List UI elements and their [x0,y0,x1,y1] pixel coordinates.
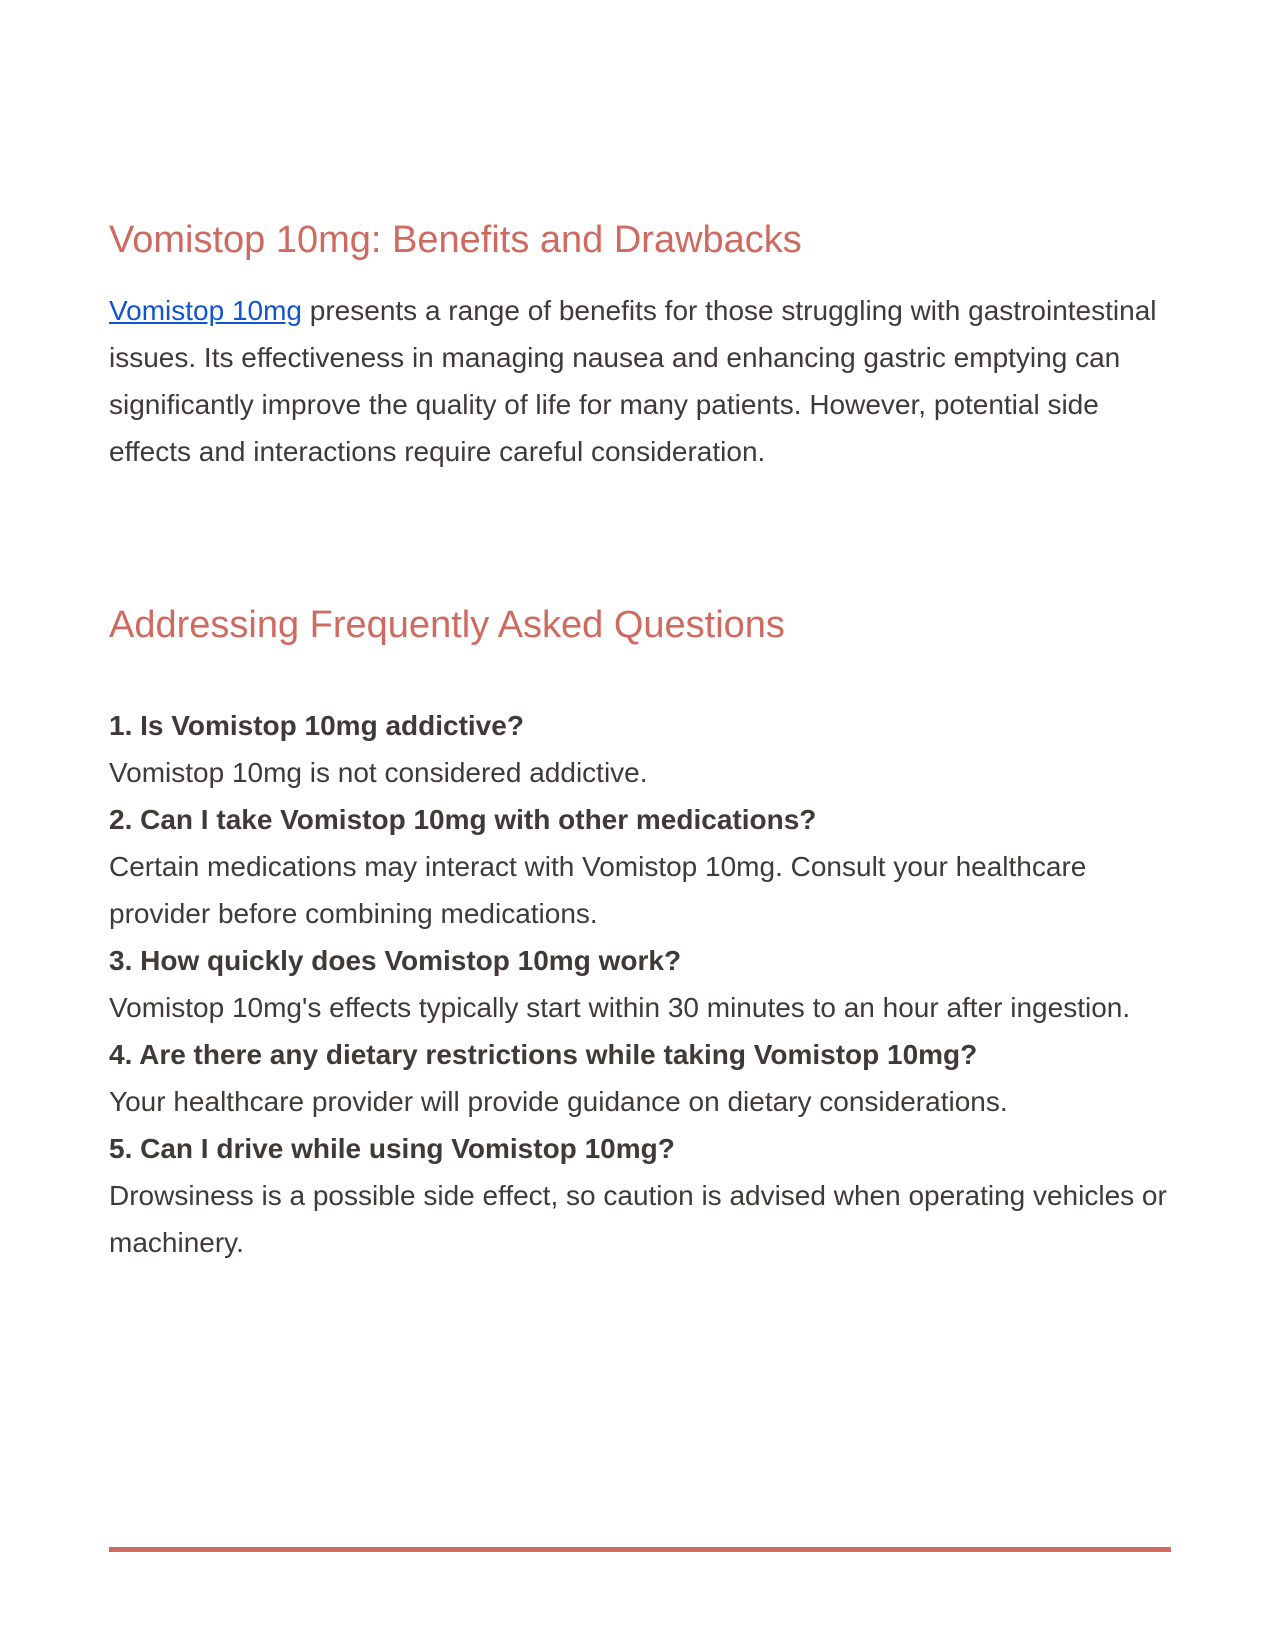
faq-question: 3. How quickly does Vomistop 10mg work? [109,945,682,976]
faq-question: 2. Can I take Vomistop 10mg with other medications? [109,804,817,835]
benefits-paragraph [109,287,1171,475]
faq-answer: Certain medications may interact with Vomistop 10mg. Consult your healthcare provider before combining medications. [109,851,1087,929]
faq-answer: Vomistop 10mg is not considered addictive. [109,757,648,788]
faq-answer: Your healthcare provider will provide guidance on dietary considerations. [109,1086,1008,1117]
faq-heading: Addressing Frequently Asked Questions [109,604,785,646]
faq-answer: Vomistop 10mg's effects typically start within 30 minutes to an hour after ingestion. [109,992,1131,1023]
benefits-body-text: presents a range of benefits for those struggling with gastrointestinal issues. Its effectiveness in managing nausea and enhancing gastric emptying can significantly improve the quality of life for many patients. However, potential side effects and interactions require careful consideration. [109,295,1157,467]
vomistop-link[interactable]: Vomistop 10mg [109,295,302,326]
faq-answer: Drowsiness is a possible side effect, so caution is advised when operating vehicles or machinery. [109,1180,1167,1258]
faq-question: 1. Is Vomistop 10mg addictive? [109,710,524,741]
footer-divider [109,1547,1171,1552]
faq-question: 5. Can I drive while using Vomistop 10mg? [109,1133,675,1164]
benefits-heading: Vomistop 10mg: Benefits and Drawbacks [109,219,802,261]
document-page [109,0,1171,1650]
faq-list [109,702,1171,1266]
faq-question: 4. Are there any dietary restrictions while taking Vomistop 10mg? [109,1039,978,1070]
